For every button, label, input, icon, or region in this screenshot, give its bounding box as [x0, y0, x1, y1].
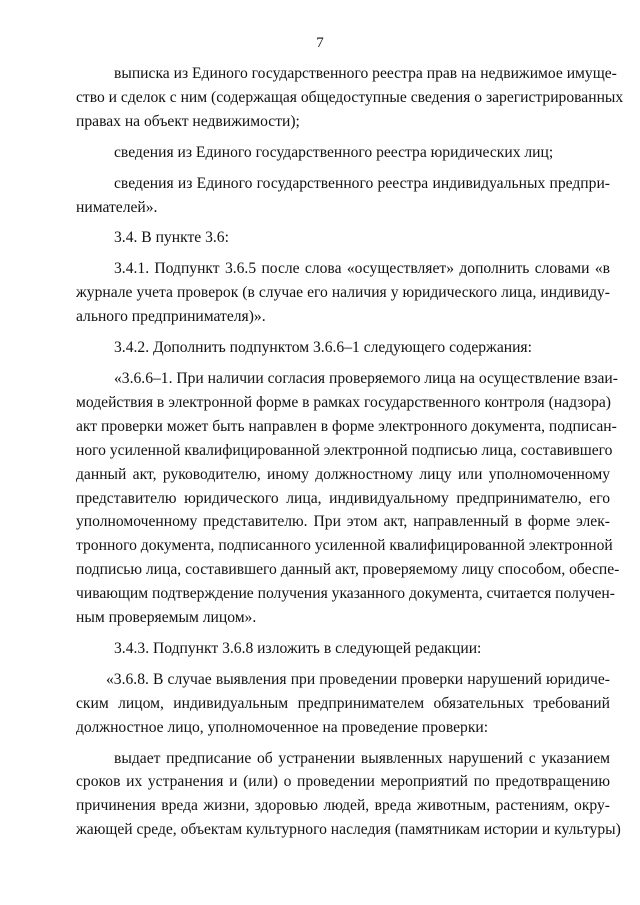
text-line: ного усиленной квалифицированной электронной подписью лица, составившего	[76, 441, 613, 459]
paragraph-gap	[76, 219, 610, 226]
paragraph-gap	[76, 740, 610, 747]
text-line: 3.4.1. Подпункт 3.6.5 после слова «осуществляет» дополнить словами «в	[114, 260, 610, 278]
text-line: должностное лицо, уполномоченное на проведение проверки:	[76, 718, 489, 736]
paragraph-gap	[76, 360, 610, 367]
paragraph-gap	[76, 329, 610, 336]
text-line: выписка из Единого государственного реестра прав на недвижимое имуще-	[114, 65, 617, 82]
document-body	[76, 62, 624, 842]
paragraph-gap	[76, 630, 610, 637]
paragraph-gap	[76, 250, 610, 257]
text-line: чивающим подтверждение получения указанного документа, считается получен-	[76, 585, 615, 603]
text-line: «3.6.6–1. При наличии согласия проверяемого лица на осуществление взаи-	[114, 369, 618, 387]
text-line: журнале учета проверок (в случае его наличия у юридического лица, индивиду-	[76, 284, 610, 302]
text-line: представителю юридического лица, индивидуальному предпринимателю, его	[76, 489, 610, 507]
text-line: выдает предписание об устранении выявленных нарушений с указанием	[114, 749, 610, 767]
text-line: нимателей».	[76, 198, 158, 216]
text-line: акт проверки может быть направлен в форме электронного документа, подписан-	[76, 417, 617, 435]
paragraph-gap	[76, 134, 610, 141]
text-line: подписью лица, составившего данный акт, проверяемому лицу способом, обеспе-	[76, 561, 620, 579]
text-line: 3.4. В пункте 3.6:	[114, 229, 229, 247]
text-line: сведения из Единого государственного реестра индивидуальных предпри-	[114, 174, 610, 192]
text-line: жающей среде, объектам культурного наследия (памятникам истории и культуры)	[76, 821, 621, 839]
text-line: ство и сделок с ним (содержащая общедоступные сведения о зарегистрированных	[76, 88, 624, 106]
page-number: 7	[316, 35, 324, 51]
text-line: «3.6.8. В случае выявления при проведении проверки нарушений юридиче-	[106, 670, 610, 688]
text-line: ским лицом, индивидуальным предпринимателем обязательных требований	[76, 694, 610, 712]
text-line: тронного документа, подписанного усиленной квалифицированной электронной	[76, 537, 613, 555]
text-line: ального предпринимателя)».	[76, 308, 266, 326]
text-line: ным проверяемым лицом».	[76, 609, 257, 627]
text-line: 3.4.3. Подпункт 3.6.8 изложить в следующей редакции:	[114, 639, 482, 657]
text-line: правах на объект недвижимости);	[76, 112, 300, 130]
text-line: сведения из Единого государственного реестра юридических лиц;	[114, 143, 554, 161]
text-line: уполномоченному представителю. При этом акт, направленный в форме элек-	[76, 513, 610, 531]
text-line: сроков их устранения и (или) о проведении мероприятий по предотвращению	[76, 773, 610, 791]
text-line: 3.4.2. Дополнить подпунктом 3.6.6–1 следующего содержания:	[114, 339, 532, 357]
paragraph-gap	[76, 661, 610, 668]
text-line: причинения вреда жизни, здоровью людей, вреда животным, растениям, окру-	[76, 797, 610, 815]
text-line: данный акт, руководителю, иному должностному лицу или уполномоченному	[76, 465, 610, 483]
text-line: модействия в электронной форме в рамках государственного контроля (надзора)	[76, 393, 611, 411]
paragraph-gap	[76, 165, 610, 172]
